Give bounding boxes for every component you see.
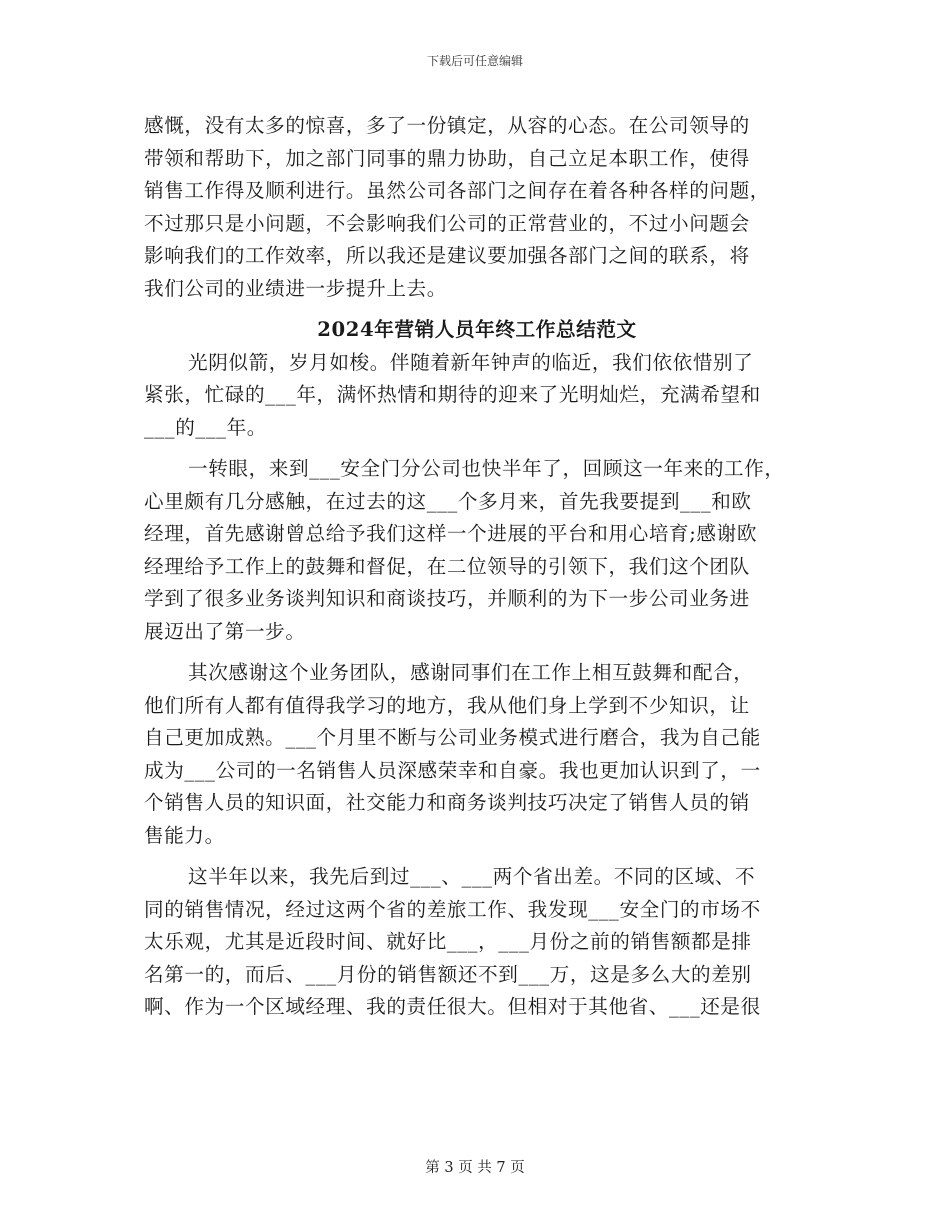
- text-line: 感慨，没有太多的惊喜，多了一份镇定，从容的心态。在公司领导的: [144, 114, 750, 137]
- text-line: 售能力。: [144, 823, 225, 847]
- text-line: 带领和帮助下，加之部门同事的鼎力协助，自己立足本职工作，使得: [144, 146, 750, 170]
- text-line: 心里颇有几分感触，在过去的这___个多月来，首先我要提到___和欧: [144, 489, 752, 513]
- text-line: 同的销售情况，经过这两个省的差旅工作、我发现___安全门的市场不: [144, 897, 761, 921]
- paragraph-1: [144, 347, 804, 445]
- text-line: 销售工作得及顺利进行。虽然公司各部门之间存在着各种各样的问题，: [144, 179, 771, 202]
- text-line: 学到了很多业务谈判知识和商谈技巧，并顺利的为下一步公司业务进: [144, 587, 750, 610]
- text-line: 经理给予工作上的鼓舞和督促，在二位领导的引领下，我们这个团队: [144, 554, 750, 578]
- page-header: 下载后可任意编辑: [426, 54, 523, 68]
- text-line: 啊、作为一个区域经理、我的责任很大。但相对于其他省、___还是很: [144, 995, 761, 1018]
- text-line: 不过那只是小问题，不会影响我们公司的正常营业的，不过小问题会: [144, 211, 750, 235]
- text-line: 影响我们的工作效率，所以我还是建议要加强各部门之间的联系，将: [144, 244, 750, 267]
- text-line: 一转眼，来到___安全门分公司也快半年了，回顾这一年来的工作，: [188, 457, 785, 480]
- document-body: [144, 110, 804, 1024]
- text-line: 展迈出了第一步。: [144, 619, 306, 643]
- paragraph-4: [144, 861, 804, 1024]
- text-line: 这半年以来，我先后到过___、___两个省出差。不同的区域、不: [188, 865, 756, 888]
- text-line: 其次感谢这个业务团队，感谢同事们在工作上相互鼓舞和配合，: [188, 661, 754, 684]
- text-line: ___的___年。: [144, 415, 267, 439]
- paragraph-3: [144, 657, 804, 852]
- text-line: 自己更加成熟。___个月里不断与公司业务模式进行磨合，我为自己能: [144, 726, 761, 749]
- text-line: 名第一的，而后、___月份的销售额还不到___万，这是多么大的差别: [144, 962, 752, 986]
- intro-paragraph: [144, 110, 804, 305]
- text-line: 紧张，忙碌的___年，满怀热情和期待的迎来了光明灿烂，充满希望和: [144, 383, 761, 406]
- text-line: 他们所有人都有值得我学习的地方，我从他们身上学到不少知识，让: [144, 693, 750, 717]
- text-line: 个销售人员的知识面，社交能力和商务谈判技巧决定了销售人员的销: [144, 791, 750, 814]
- text-line: 成为___公司的一名销售人员深感荣幸和自豪。我也更加认识到了，一: [144, 758, 761, 782]
- page-footer: 第 3 页 共 7 页: [425, 1160, 525, 1176]
- text-line: 经理，首先感谢曾总给予我们这样一个进展的平台和用心培育;感谢欧: [144, 522, 758, 545]
- document-title: 2024年营销人员年终工作总结范文: [317, 318, 637, 341]
- text-line: 太乐观，尤其是近段时间、就好比___，___月份之前的销售额都是排: [144, 930, 752, 953]
- text-line: 光阴似箭，岁月如梭。伴随着新年钟声的临近，我们依依惜别了: [188, 350, 754, 374]
- text-line: 我们公司的业绩进一步提升上去。: [144, 276, 447, 300]
- paragraph-2: [144, 453, 804, 648]
